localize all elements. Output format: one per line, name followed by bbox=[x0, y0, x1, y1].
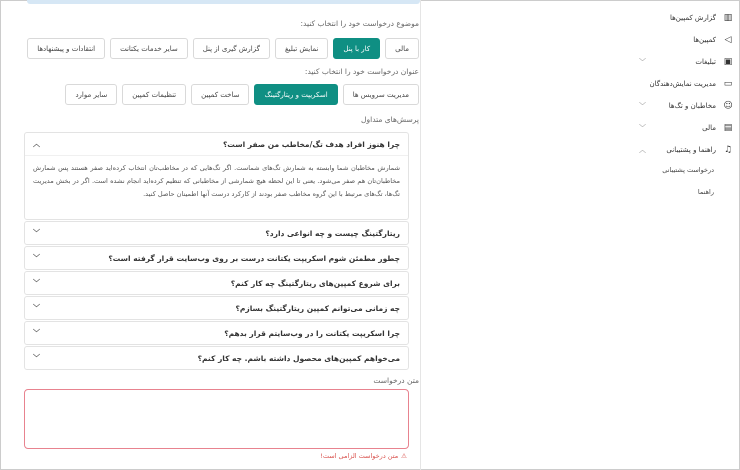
request-text-input[interactable] bbox=[24, 389, 409, 449]
request-text-label: متن درخواست bbox=[373, 376, 419, 385]
sidebar-subitem-guide[interactable]: راهنما bbox=[697, 188, 714, 196]
faq-item[interactable] bbox=[24, 221, 409, 245]
chevron-down-icon: ﹀ bbox=[33, 229, 40, 237]
title-option-other[interactable]: سایر موارد bbox=[65, 84, 117, 105]
faq-question: چرا اسکریپت یکتانت را در وب‌سایتم قرار بدهم؟ bbox=[224, 328, 400, 338]
bar-chart-icon: ▥ bbox=[723, 13, 733, 23]
chevron-down-icon: ﹀ bbox=[639, 124, 646, 132]
error-message: متن درخواست الزامی است! bbox=[320, 452, 399, 460]
subject-option-panel[interactable]: کار با پنل bbox=[333, 38, 380, 59]
title-option-services[interactable]: مدیریت سرویس ها bbox=[343, 84, 419, 105]
ad-icon: ▣ bbox=[723, 57, 733, 67]
sidebar-item-finance[interactable]: ▤ مالی ﹀ bbox=[639, 123, 733, 133]
sidebar-subitem-support-request[interactable]: درخواست پشتیبانی bbox=[662, 166, 714, 174]
chevron-down-icon: ﹀ bbox=[33, 254, 40, 262]
chevron-down-icon: ﹀ bbox=[639, 58, 646, 66]
faq-question: می‌خواهم کمپین‌های محصول داشته باشم. چه کار کنم؟ bbox=[197, 353, 400, 363]
faq-item[interactable] bbox=[24, 271, 409, 295]
chevron-down-icon: ﹀ bbox=[33, 304, 40, 312]
subject-option-ad-display[interactable]: نمایش تبلیغ bbox=[275, 38, 328, 59]
sidebar-item-audiences[interactable]: ☺ مخاطبان و تگ‌ها ﹀ bbox=[639, 101, 733, 111]
faq-answer: شمارش مخاطبان شما وابسته به شمارش تگ‌های شماست. اگر تگ‌هایی که در مخاطب‌تان انتخاب کرده‌اید صفر هستند پس شمارش مخاطبان‌تان هم صفر می‌شود. یعنی تا این لحظه هیچ شمارشی از مخاطبانی که تنظیم کرده‌اید انجام نشده است. اگر در بخش مدیریت تگ‌ها، تگ‌های مرتبط با این گروه مخاطب صفر بودند از کارکرد درست آنها اطمینان حاصل کنید. bbox=[25, 155, 408, 219]
sidebar-item-help[interactable]: ♫ راهنما و پشتیبانی ︿ bbox=[639, 145, 733, 155]
monitor-icon: ▭ bbox=[723, 79, 733, 89]
subject-label: موضوع درخواست خود را انتخاب کنید: bbox=[300, 19, 419, 28]
subject-option-feedback[interactable]: انتقادات و پیشنهادها bbox=[27, 38, 105, 59]
title-option-script[interactable]: اسکریپت و ریتارگتینگ bbox=[254, 84, 337, 105]
faq-question: چه زمانی می‌توانم کمپین ریتارگتینگ بسازم؟ bbox=[235, 303, 400, 313]
sidebar bbox=[631, 0, 740, 470]
chevron-down-icon: ﹀ bbox=[639, 102, 646, 110]
faq-question: برای شروع کمپین‌های ریتارگتینگ چه کار کنم؟ bbox=[230, 278, 400, 288]
sidebar-item-ads[interactable]: ▣ تبلیغات ﹀ bbox=[639, 57, 733, 67]
headset-icon: ♫ bbox=[723, 145, 733, 155]
faq-label: پرسش‌های متداول bbox=[361, 115, 419, 124]
subject-option-finance[interactable]: مالی bbox=[385, 38, 419, 59]
faq-question: چرا هنوز افراد هدف تگ/مخاطب من صفر است؟ bbox=[222, 139, 400, 149]
title-label: عنوان درخواست خود را انتخاب کنید: bbox=[304, 67, 419, 76]
chevron-down-icon: ﹀ bbox=[33, 329, 40, 337]
faq-question-toggle[interactable] bbox=[25, 133, 408, 155]
sidebar-item-publishers[interactable]: ▭ مدیریت نمایش‌دهندگان bbox=[649, 79, 733, 89]
wallet-icon: ▤ bbox=[723, 123, 733, 133]
faq-item[interactable] bbox=[24, 346, 409, 370]
title-options bbox=[65, 84, 419, 105]
title-option-campaign-settings[interactable]: تنظیمات کمپین bbox=[122, 84, 186, 105]
faq-question: ریتارگتینگ چیست و چه انواعی دارد؟ bbox=[265, 228, 400, 238]
panel-divider bbox=[420, 0, 421, 470]
sidebar-item-campaigns[interactable]: ◁ کمپین‌ها bbox=[639, 33, 734, 47]
users-icon: ☺ bbox=[723, 101, 733, 111]
faq-item[interactable] bbox=[24, 246, 409, 270]
faq-question: چطور مطمئن شوم اسکریپت یکتانت درست بر روی وب‌سایت قرار گرفته است؟ bbox=[108, 253, 400, 263]
title-option-create-campaign[interactable]: ساخت کمپین bbox=[191, 84, 249, 105]
chevron-up-icon: ︿ bbox=[639, 146, 646, 154]
chevron-down-icon: ﹀ bbox=[33, 354, 40, 362]
megaphone-icon: ◁ bbox=[724, 35, 732, 45]
faq-item[interactable] bbox=[24, 296, 409, 320]
faq-item[interactable] bbox=[24, 321, 409, 345]
subject-option-other-services[interactable]: سایر خدمات یکتانت bbox=[110, 38, 188, 59]
subject-options bbox=[27, 38, 419, 59]
chevron-up-icon: ︿ bbox=[33, 140, 40, 148]
request-text-error bbox=[320, 452, 407, 460]
warning-icon: ⚠ bbox=[401, 452, 407, 460]
support-request-panel bbox=[14, 0, 419, 470]
subject-option-reporting[interactable]: گزارش گیری از پنل bbox=[193, 38, 270, 59]
top-banner bbox=[27, 0, 420, 4]
sidebar-item-campaign-reports[interactable]: ▥ گزارش کمپین‌ها bbox=[669, 13, 733, 23]
faq-item bbox=[24, 132, 409, 220]
chevron-down-icon: ﹀ bbox=[33, 279, 40, 287]
